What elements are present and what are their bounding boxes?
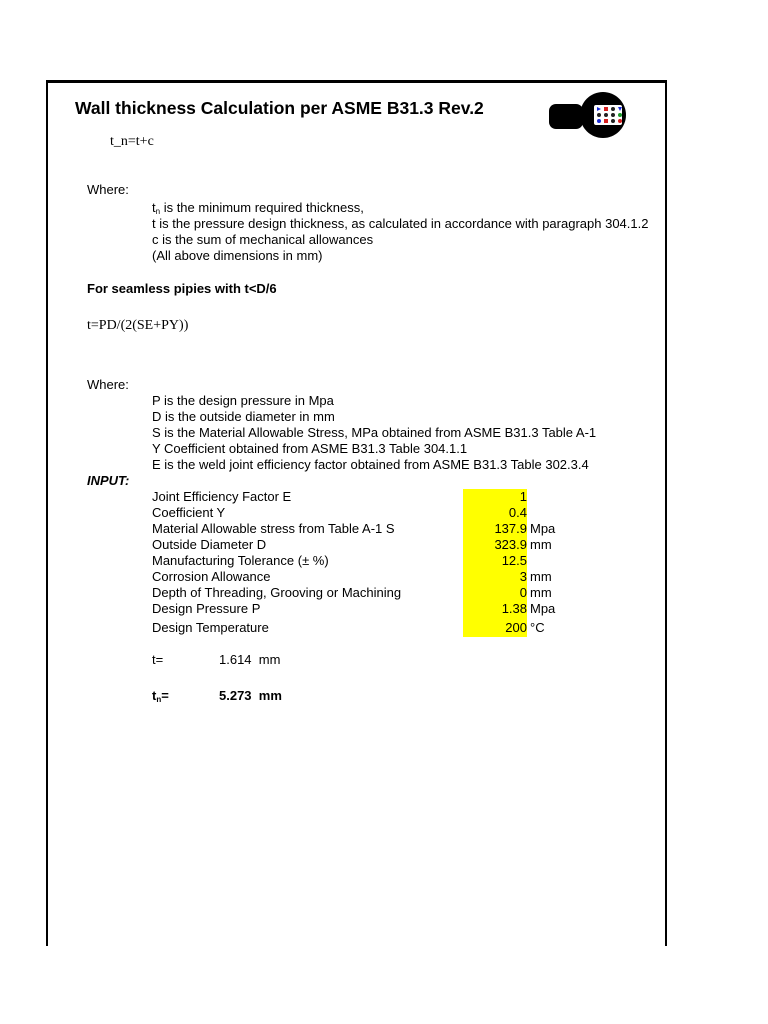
input-unit-design-pressure: Mpa bbox=[530, 601, 556, 616]
input-label-allowable-stress: Material Allowable stress from Table A-1 S bbox=[152, 521, 395, 536]
input-label-corrosion: Corrosion Allowance bbox=[152, 569, 271, 584]
input-unit-allowable-stress: Mpa bbox=[530, 521, 556, 536]
input-value-corrosion[interactable]: 3 bbox=[519, 569, 527, 584]
where1-line-c: c is the sum of mechanical allowances bbox=[152, 232, 374, 247]
input-value-design-temperature[interactable]: 200 bbox=[505, 620, 527, 635]
seamless-heading: For seamless pipies with t<D/6 bbox=[87, 281, 277, 296]
input-label-efficiency: Joint Efficiency Factor E bbox=[152, 489, 292, 504]
formula-tn: t_n=t+c bbox=[110, 134, 154, 149]
result-t-label: t= bbox=[152, 652, 164, 667]
result-tn-label: $t_n=$ bbox=[152, 688, 169, 704]
input-value-tolerance[interactable]: 12.5 bbox=[501, 553, 527, 568]
where-label-1: Where: bbox=[87, 182, 129, 197]
where2-line-s: S is the Material Allowable Stress, MPa obtained from ASME B31.3 Table A-1 bbox=[152, 425, 597, 440]
page-title: Wall thickness Calculation per ASME B31.3 Rev.2 bbox=[75, 98, 484, 118]
input-label-outside-diameter: Outside Diameter D bbox=[152, 537, 267, 552]
result-t-value: 1.614 mm bbox=[219, 652, 281, 667]
input-unit-threading: mm bbox=[530, 585, 552, 600]
frame-left-border bbox=[46, 80, 48, 946]
where1-line-t: t is the pressure design thickness, as calculated in accordance with paragraph 304.1.2 bbox=[152, 216, 649, 231]
input-unit-design-temperature: °C bbox=[530, 620, 545, 635]
where2-line-y: Y Coefficient obtained from ASME B31.3 Table 304.1.1 bbox=[152, 441, 468, 456]
input-value-threading[interactable]: 0 bbox=[519, 585, 527, 600]
input-label-design-pressure: Design Pressure P bbox=[152, 601, 261, 616]
input-unit-outside-diameter: mm bbox=[530, 537, 552, 552]
formula-t: t=PD/(2(SE+PY)) bbox=[87, 318, 189, 333]
frame-top-border bbox=[46, 80, 667, 83]
where2-line-d: D is the outside diameter in mm bbox=[152, 409, 335, 424]
input-label-coefficient-y: Coefficient Y bbox=[152, 505, 226, 520]
input-label-design-temperature: Design Temperature bbox=[152, 620, 269, 635]
input-value-design-pressure[interactable]: 1.38 bbox=[501, 601, 527, 616]
wrench-logo-icon bbox=[548, 91, 628, 141]
input-label-tolerance: Manufacturing Tolerance (± %) bbox=[152, 553, 329, 568]
input-label-threading: Depth of Threading, Grooving or Machining bbox=[152, 585, 402, 600]
input-value-efficiency[interactable]: 1 bbox=[519, 489, 527, 504]
where1-line-units: (All above dimensions in mm) bbox=[152, 248, 323, 263]
input-value-allowable-stress[interactable]: 137.9 bbox=[494, 521, 527, 536]
input-label: INPUT: bbox=[87, 473, 130, 488]
frame-right-border bbox=[665, 80, 667, 946]
where1-line-tn: $t_n$ is the minimum required thickness, bbox=[152, 200, 364, 216]
where2-line-p: P is the design pressure in Mpa bbox=[152, 393, 334, 408]
input-value-coefficient-y[interactable]: 0.4 bbox=[508, 505, 527, 520]
result-tn-value: 5.273 mm bbox=[219, 688, 282, 703]
input-value-outside-diameter[interactable]: 323.9 bbox=[494, 537, 527, 552]
where2-line-e: E is the weld joint efficiency factor obtained from ASME B31.3 Table 302.3.4 bbox=[152, 457, 589, 472]
where-label-2: Where: bbox=[87, 377, 129, 392]
input-unit-corrosion: mm bbox=[530, 569, 552, 584]
